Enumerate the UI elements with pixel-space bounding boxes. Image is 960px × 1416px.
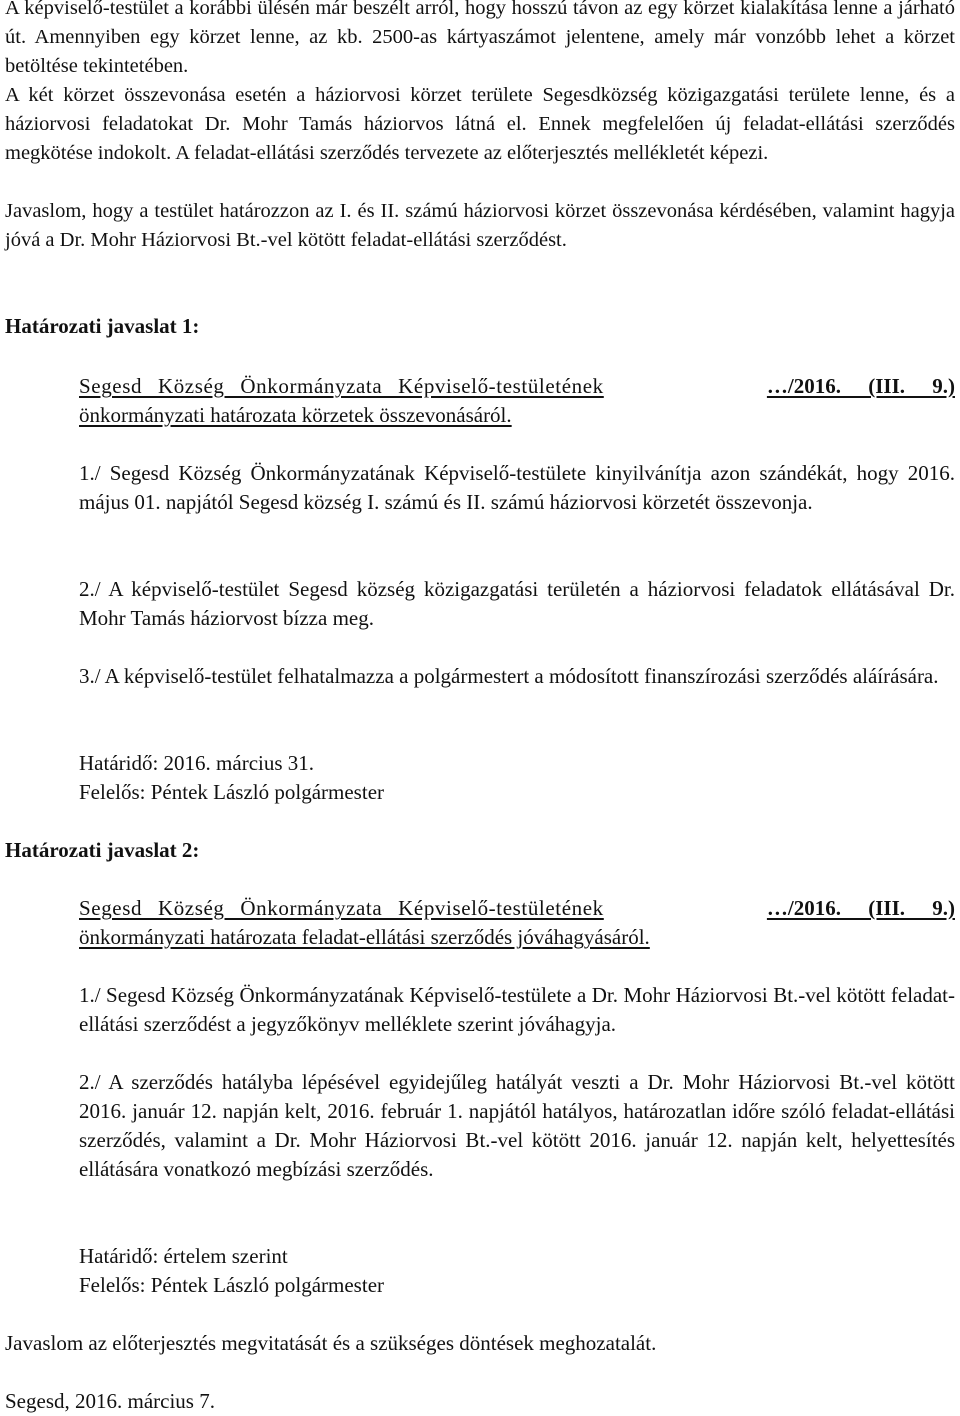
proposal-2-item-1: 1./ Segesd Község Önkormányzatának Képviselő-testülete a Dr. Mohr Háziorvosi Bt.-vel kötött feladat-ellátási szerződést a jegyzőkönyv melléklete szerint jóváhagyja. — [79, 983, 955, 1036]
proposal-1-title-body: Segesd Község Önkormányzata Képviselő-testületének — [79, 374, 604, 398]
proposal-1-heading: Határozati javaslat 1: — [5, 314, 200, 338]
intro-paragraph-3: Javaslom, hogy a testület határozzon az I. és II. számú háziorvosi körzet összevonása kérdésében, valamint hagyja jóvá a Dr. Mohr Háziorvosi Bt.-vel kötött feladat-ellátási szerződést. — [5, 200, 955, 251]
proposal-1-title-number: …/2016. (III. 9.) — [766, 374, 955, 398]
proposal-2-title-line-1 — [79, 894, 955, 923]
proposal-1-title-line-2: önkormányzati határozata körzetek összevonásáról. — [79, 403, 512, 427]
proposal-1-item-1: 1./ Segesd Község Önkormányzatának Képviselő-testülete kinyilvánítja azon szándékát, hogy 2016. május 01. napjától Segesd község I. számú és II. számú háziorvosi körzetét összevonja. — [79, 461, 955, 514]
place-and-date: Segesd, 2016. március 7. — [5, 1389, 215, 1413]
proposal-2-heading: Határozati javaslat 2: — [5, 838, 200, 862]
proposal-2-title-body: Segesd Község Önkormányzata Képviselő-testületének — [79, 896, 604, 920]
proposal-1-item-3: 3./ A képviselő-testület felhatalmazza a polgármestert a módosított finanszírozási szerződés aláírására. — [79, 664, 939, 688]
proposal-1-deadline: Határidő: 2016. március 31. — [79, 751, 315, 775]
closing-paragraph: Javaslom az előterjesztés megvitatását és a szükséges döntések meghozatalát. — [5, 1331, 657, 1355]
proposal-2-item-2: 2./ A szerződés hatályba lépésével egyidejűleg hatályát veszti a Dr. Mohr Háziorvosi Bt.-vel kötött 2016. január 12. napján kelt, 2016. február 1. napjától hatályos, határozatlan időre szóló feladat-ellátási szerződés, valamint a Dr. Mohr Háziorvosi Bt.-vel kötött 2016. január 12. napján kelt, helyettesítés ellátására vonatkozó megbízási szerződés. — [79, 1070, 955, 1181]
proposal-1-title-line-1 — [79, 372, 955, 401]
proposal-2-responsible: Felelős: Péntek László polgármester — [79, 1273, 385, 1297]
proposal-2-deadline: Határidő: értelem szerint — [79, 1244, 288, 1268]
intro-paragraph-2: A két körzet összevonása esetén a háziorvosi körzet területe Segesdközség közigazgatási területe lenne, és a háziorvosi feladatokat Dr. Mohr Tamás háziorvos látná el. Ennek megfelelően új feladat-ellátási szerződés megkötése indokolt. A feladat-ellátási szerződés tervezete az előterjesztés mellékletét képezi. — [5, 84, 955, 164]
proposal-2-title-number: …/2016. (III. 9.) — [766, 896, 955, 920]
proposal-1-responsible: Felelős: Péntek László polgármester — [79, 780, 385, 804]
proposal-1-item-2: 2./ A képviselő-testület Segesd község közigazgatási területén a háziorvosi feladatok ellátásával Dr. Mohr Tamás háziorvost bízza meg. — [79, 577, 955, 630]
intro-paragraph-1: A képviselő-testület a korábbi ülésén már beszélt arról, hogy hosszú távon az egy körzet kialakítása lenne a járható út. Amennyiben egy körzet lenne, az kb. 2500-as kártyaszámot jelentene, amely már vonzóbb lehet a körzet betöltése tekintetében. — [5, 0, 955, 77]
proposal-2-title-line-2: önkormányzati határozata feladat-ellátási szerződés jóváhagyásáról. — [79, 925, 650, 949]
